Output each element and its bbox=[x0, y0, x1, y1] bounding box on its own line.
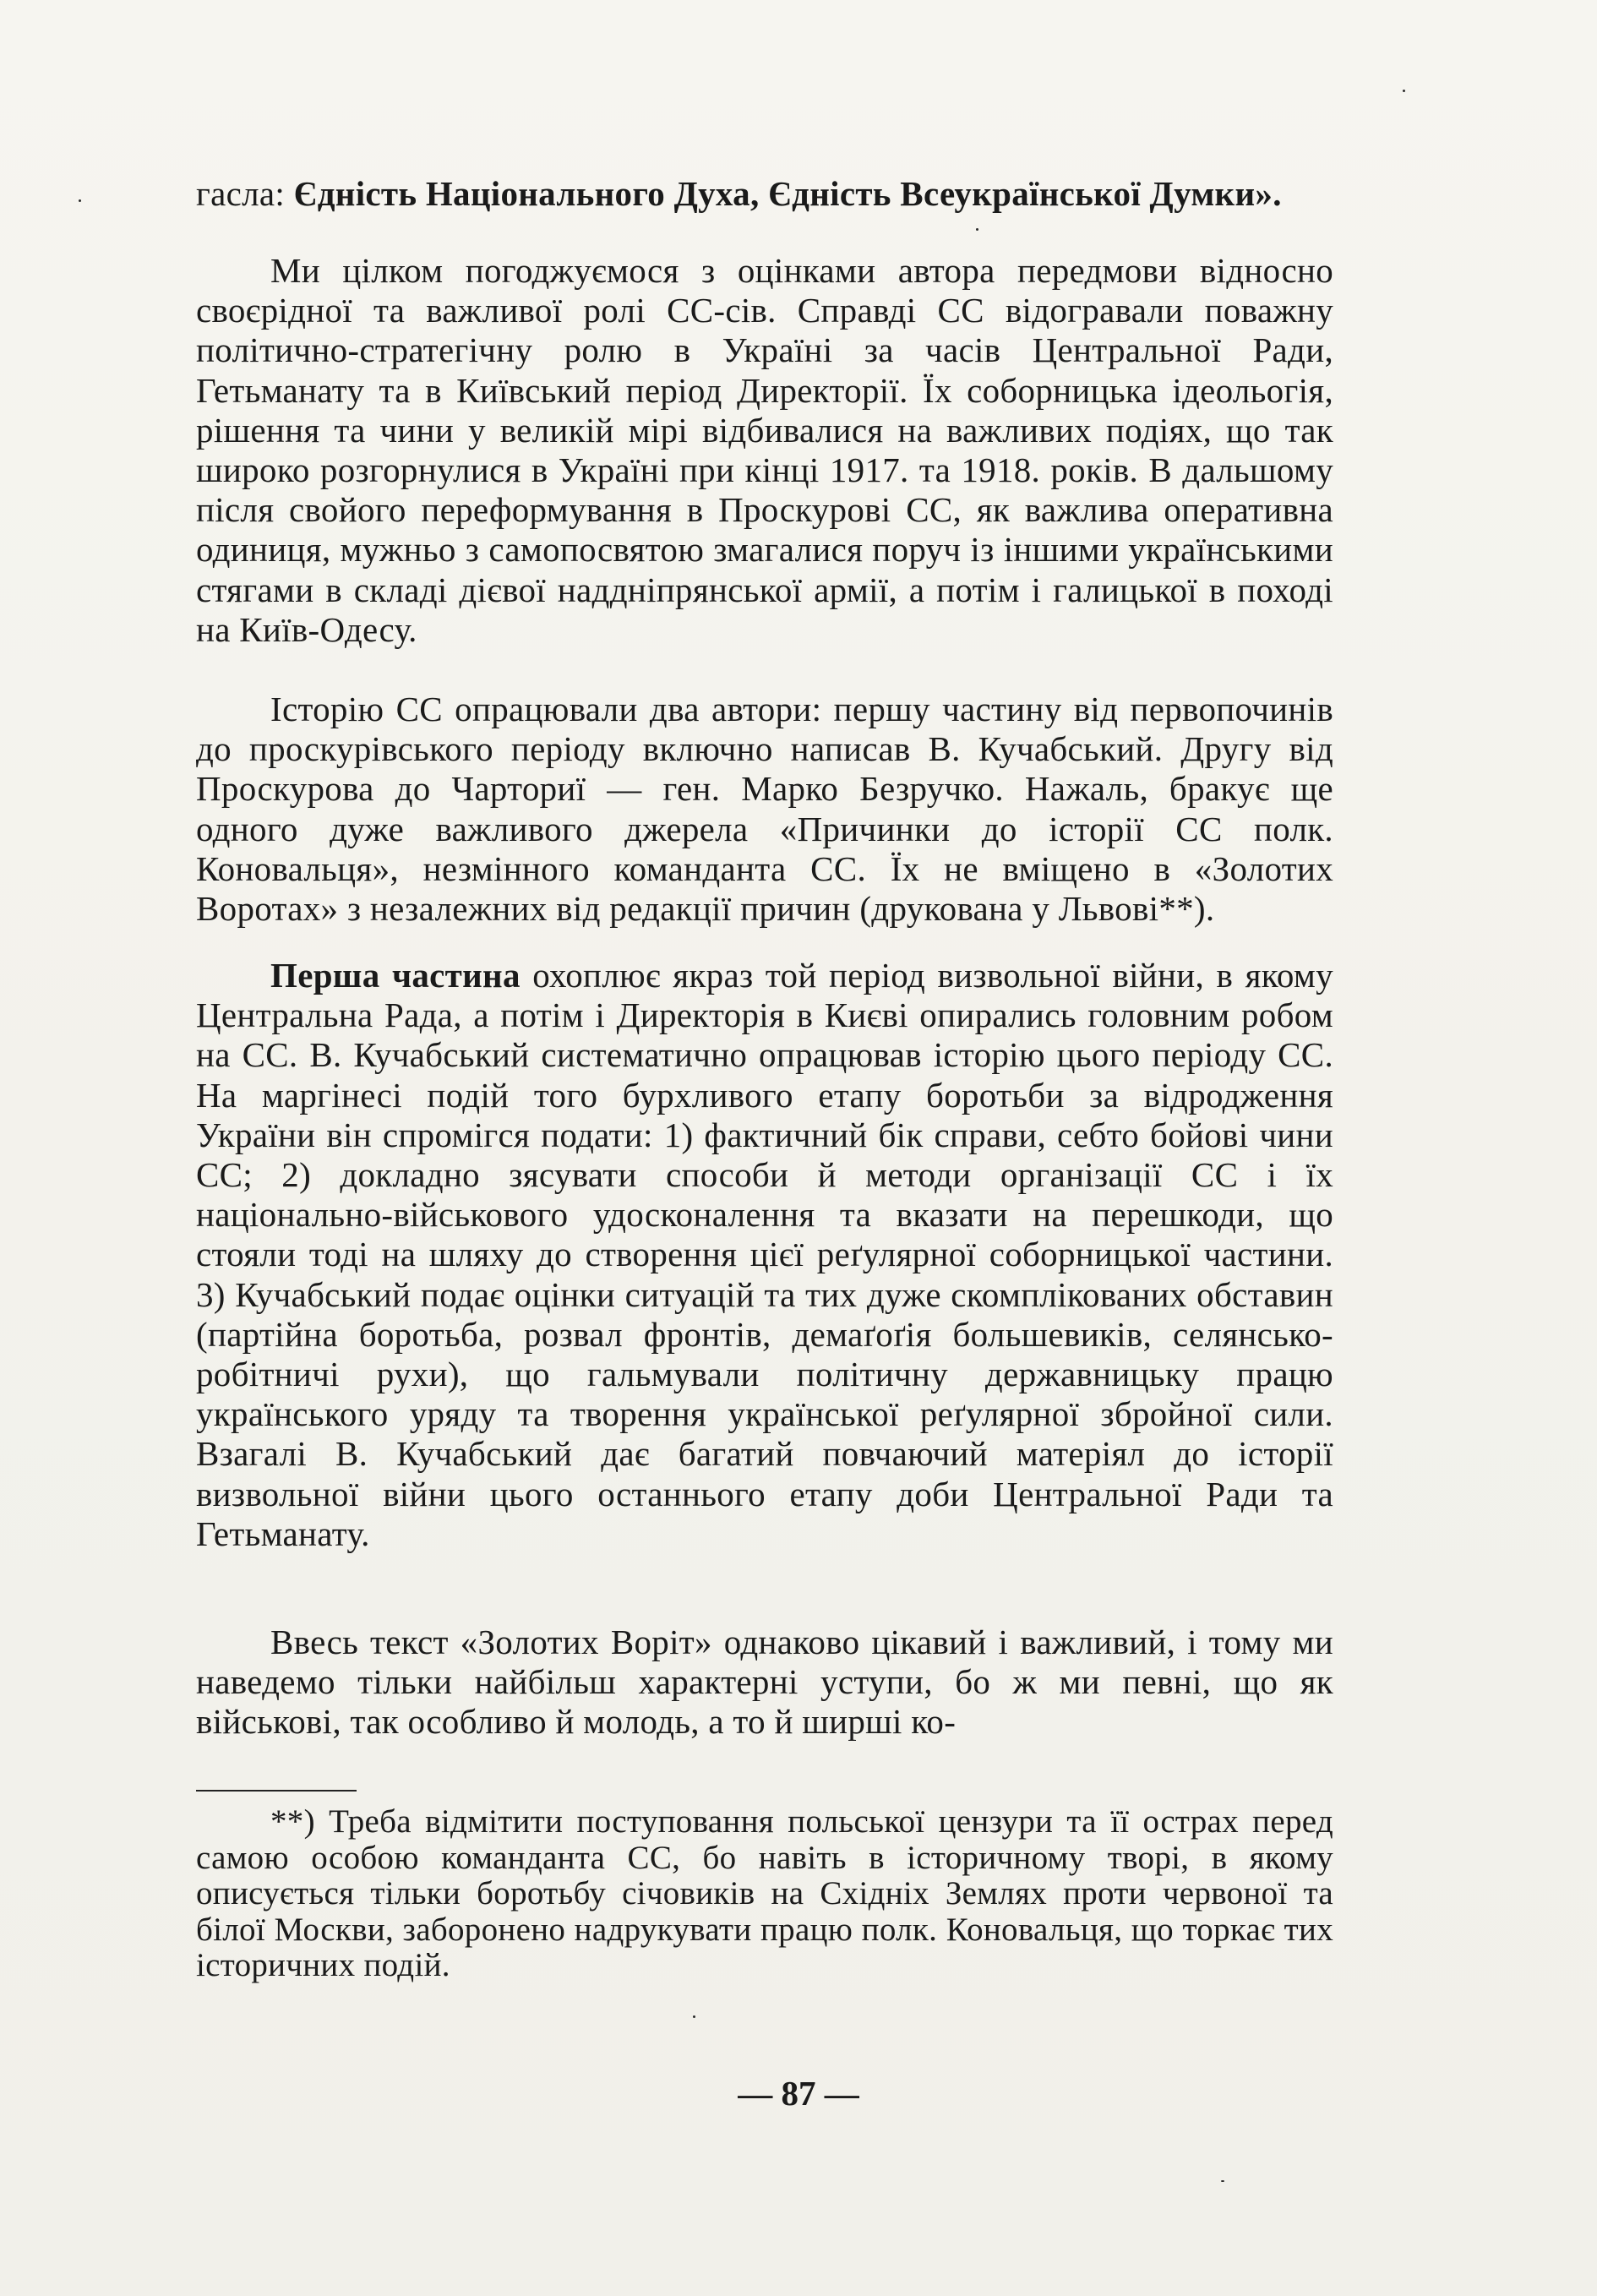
paragraph-1 bbox=[196, 251, 1333, 650]
scan-speck bbox=[1403, 90, 1405, 92]
page-number: — 87 — bbox=[738, 2074, 859, 2113]
paragraph-text: Ввесь текст «Золотих Воріт» однаково цікавий і важливий, і тому ми наведемо тільки найбільш характерні уступи, бо ж ми певні, що як військові, так особливо й молодь, а то й ширші ко- bbox=[196, 1622, 1333, 1742]
paragraph-text: Ми цілком погоджуємося з оцінками автора передмови відносно своєрідної та важливої ролі СС-сів. Справді СС відогравали поважну політично-стратегічну ролю в Україні за часів Центральної Ради, Гетьманату та в Київський період Директорії. Їх соборницька ідеольогія, рішення та чини у великій мірі відбивалися на важливих подіях, що так широко розгорнулися в Україні при кінці 1917. та 1918. років. В дальшому після свойого переформування в Проскурові СС, як важлива оперативна одиниця, мужньо з самопосвятою змагалися поруч із іншими українськими стягами в складі дієвої наддніпрянської армії, а потім і галицької в поході на Київ-Одесу. bbox=[196, 251, 1333, 649]
paragraph-bold-lead: Перша частина bbox=[270, 956, 521, 995]
scan-speck bbox=[1221, 2180, 1224, 2182]
scan-speck bbox=[79, 199, 81, 202]
footnote bbox=[196, 1804, 1333, 1984]
paragraph-3 bbox=[196, 956, 1333, 1554]
footnote-divider bbox=[196, 1790, 357, 1792]
footnote-text: **) Треба відмітити поступовання польської цензури та її острах перед самою особою команданта СС, бо навіть в історичному творі, в якому описується тільки боротьбу січовиків на Східніх Землях проти червоної та білої Москви, заборонено надрукувати працю полк. Коновальця, що торкає тих історичних подій. bbox=[196, 1803, 1333, 1983]
scan-speck bbox=[693, 2015, 695, 2018]
intro-slogan: Єдність Національного Духа, Єдність Всеукраїнської Думки». bbox=[293, 174, 1282, 213]
paragraph-text: Історію СС опрацювали два автори: першу частину від первопочинів до проскурівського періоду включно написав В. Кучабський. Другу від Проскурова до Чарториї — ген. Марко Безручко. Нажаль, бракує ще одного дуже важливого джерела «Причинки до історії СС полк. Коновальця», незмінного команданта СС. Їх не вміщено в «Золотих Воротах» з незалежних від редакції причин (друкована у Львові**). bbox=[196, 690, 1333, 929]
paragraph-4 bbox=[196, 1622, 1333, 1742]
paragraph-text: охоплює якраз той період визвольної війни, в якому Центральна Рада, а потім і Директорія в Києві опирались головним робом на СС. В. Кучабський систематично опрацював історію цього періоду СС. На маргінесі подій того бурхливого етапу боротьби за відродження України він спромігся подати: 1) фактичний бік справи, себто бойові чини СС; 2) докладно зясувати способи й методи організації СС і їх національно-військового удосконалення та вказати на перешкоди, що стояли тоді на шляху до створення цієї реґулярної соборницької частини. 3) Кучабський подає оцінки ситуацій та тих дуже скомплікованих обставин (партійна боротьба, розвал фронтів, демаґоґія большевиків, селянсько-робітничі рухи), що гальмували політичну державницьку працю українського уряду та творення української реґулярної збройної сили. Взагалі В. Кучабський дає багатий повчаючий матеріял до історії визвольної війни цього останнього етапу доби Центральної Ради та Гетьманату. bbox=[196, 956, 1333, 1553]
scan-speck bbox=[976, 228, 978, 231]
paragraph-2 bbox=[196, 690, 1333, 929]
intro-lead: гасла: bbox=[196, 174, 294, 213]
intro-continuation bbox=[196, 174, 1333, 214]
